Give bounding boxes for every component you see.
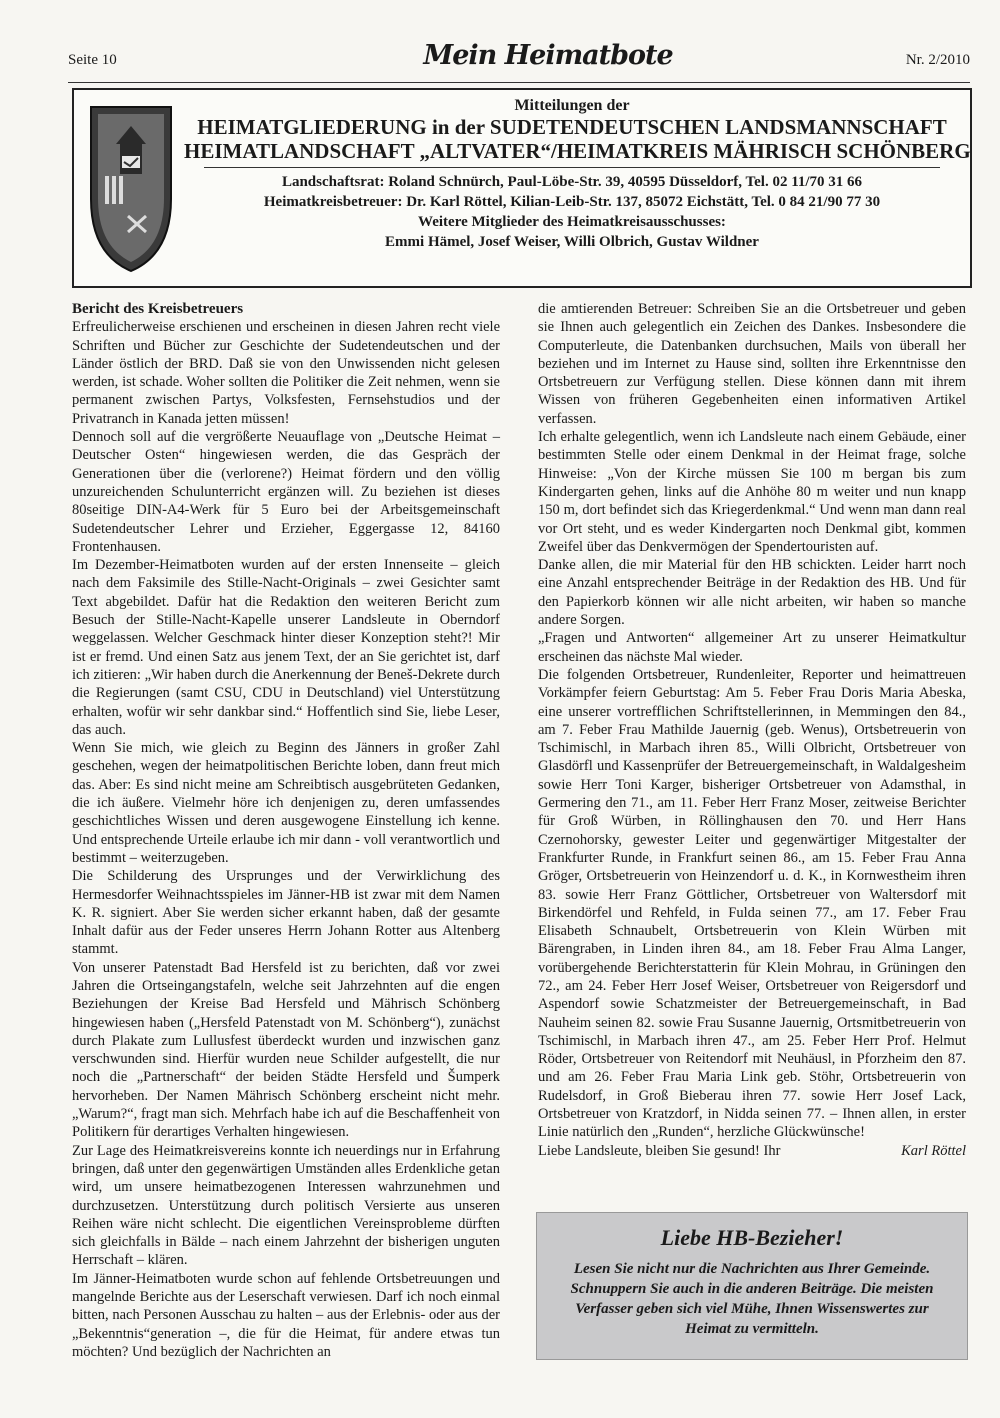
article-paragraph: Wenn Sie mich, wie gleich zu Beginn des Jänners in großer Zahl geschehen, wegen der heimatpolitischen Berichte loben, dann freut mich das. Aber: Es sind nicht meine am Schreibtisch ausgebrüteten Gedanken, die ich äußere. Vielmehr höre ich denjenigen zu, deren umfassendes geschichtliches Wissen und deren ausgewogene Einstellung ich kenne. Und entsprechende Urteile erlaube ich mir dann - voll verantwortlich und bestimmt – weiterzugeben. [72, 740, 500, 866]
page-header [68, 40, 970, 80]
article-paragraph: „Fragen und Antworten“ allgemeiner Art zu unserer Heimatkultur erscheinen das nächste Mal wieder. [538, 630, 966, 665]
notice-text: Lesen Sie nicht nur die Nachrichten aus Ihrer Gemeinde. Schnuppern Sie auch in die anderen Beiträge. Die meisten Verfasser geben sich viel Mühe, Ihnen Wissenswertes zur Heimat zu vermitteln. [570, 1261, 934, 1337]
notice-title: Liebe HB-Bezieher! [660, 1225, 844, 1250]
header-rule [68, 82, 970, 83]
article-paragraph: Ich erhalte gelegentlich, wenn ich Landsleute nach einem Gebäude, einer bestimmten Stelle oder einem Denkmal in der Heimat frage, solche Hinweise: „Von der Kirche müssen Sie 100 m bergan bis zum Kindergarten gehen, links auf die Anhöhe 80 m weiter und nun knapp 150 m, dort befindet sich das Kriegerdenkmal.“ Und wenn man dann real vor Ort steht, und es weder Kindergarten noch Denkmal gibt, kommen Zweifel über das Denkvermögen der Spendertouristen auf. [538, 429, 966, 555]
author-signature: Karl Röttel [901, 1142, 966, 1159]
article-paragraph: Im Jänner-Heimatboten wurde schon auf fehlende Ortsbetreuungen und mangelnde Berichte aus der Leserschaft verwiesen. Darf ich noch einmal bitten, nach Personen Ausschau zu halten – aus der Erlebnis- oder aus der „Bekenntnis“generation –, die für die Heimat, für andere etwas tun möchten? Und bezüglich der Nachrichten an [72, 1270, 500, 1360]
issue-number: Nr. 2/2010 [905, 52, 970, 68]
closing-line: Liebe Landsleute, bleiben Sie gesund! Ihr [538, 1142, 781, 1159]
article-paragraph: Zur Lage des Heimatkreisvereins konnte ich neuerdings nur in Erfahrung bringen, daß unter den gegenwärtigen Umständen alles Erdenkliche getan wird, um unsere heimatbezogenen Interessen wahrzunehmen und durchzusetzen. Unterstützung durch politisch Versierte aus unseren Reihen wäre nicht schlecht. Die eigentlichen Vereinsprobleme dürften sich gleichfalls in Bälde – nach einem Jahrzehnt der bisherigen unguten Herrschaft – klären. [72, 1142, 500, 1269]
article-paragraph: Die folgenden Ortsbetreuer, Rundenleiter, Reporter und heimattreuen Vorkämpfer feiern Geburtstag: Am 5. Feber Frau Doris Maria Abeska, eine unserer vortrefflichen Schriftstellerinnen, in Memmingen den 84., am 7. Feber Frau Mathilde Jauernig (geb. Wenus), Ortsbetreuerin von Tschimischl, in Marbach ihren 85., Willi Olbricht, Ortsbetreuer von Glasdörfl und Kassenprüfer der Betreuergemeinschaft, in Waldalgesheim sowie Herr Toni Karger, bisheriger Ortsbetreuer von Adamsthal, in Germering den 71., am 11. Feber Herr Franz Moser, zeitweise Berichter für Groß Würben, in Röllinghausen den 70. und Herr Hans Czernohorsky, gewester Leiter und gegenwärtiger Mitgestalter der Frankfurter Runde, in Frankfurt seinen 86., am 15. Feber Frau Anna Gröger, Ortsbetreuerin von Heinzendorf u. d. K., in Kornwestheim ihren 83. sowie Herr Franz Göttlicher, Ortsbetreuer von Waltersdorf mit Birkendörfel und Rehfeld, in Fulda seinen 77., am 17. Feber Frau Elisabeth Schnaubelt, Ortsbetreuerin von Klein Würben mit Bärengraben, in Linden ihren 84., am 18. Feber Frau Alma Langer, vorübergehende Berichterstatterin für Klein Mohrau, in Grüningen den 72., am 24. Feber Herr Josef Weiser, Ortsbetreuer von Reigersdorf und Aspendorf sowie Schatzmeister der Betreuergemeinschaft, in Bad Nauheim seinen 82. sowie Frau Susanne Jauernig, Ortsmitbetreuerin von Tschimischl, in Marbach ihren 47., am 25. Feber Herr Prof. Helmut Röder, Ortsbetreuer von Reitendorf mit Neuhäusl, in Pforzheim den 87. und am 26. Feber Frau Maria Link geb. Stöhr, Ortsbetreuerin von Rudelsdorf, in Groß Bieberau ihren 77. sowie Herr Josef Lack, Ortsbetreuer von Kratzdorf, in Nidda seinen 77. – Ihnen allen, in erster Linie natürlich den „Runden“, herzliche Glückwünsche! [538, 666, 966, 1141]
info-title: Mitteilungen der [514, 97, 630, 114]
info-org-line-1: HEIMATGLIEDERUNG in der SUDETENDEUTSCHEN LANDSMANNSCHAFT [197, 115, 947, 139]
article-signoff [538, 1142, 966, 1160]
article-paragraph: Die Schilderung des Ursprunges und der Verwirklichung des Hermesdorfer Weihnachtsspieles im Jänner-HB ist zwar mit dem Namen K. R. signiert. Aber Sie werden sicher erkannt haben, daß der gesamte Inhalt dafür aus der Feder unseres Herrn Johann Rotter aus Altenberg stammt. [72, 868, 500, 958]
article-paragraph: Von unserer Patenstadt Bad Hersfeld ist zu berichten, daß vor zwei Jahren die Ortseingangstafeln, welche seit Jahrzehnten auf die engen Beziehungen der Kreise Bad Hersfeld und Mährisch Schönberg hingewiesen haben („Hersfeld Patenstadt von M. Schönberg“), zunächst durch Plakate zum Lullusfest überdeckt wurden und inzwischen ganz verschwunden sind. Hierfür wurden neue Schilder aufgestellt, die nur noch die „Partnerschaft“ der beiden Städte Hersfeld und Šumperk hervorheben. Der Namen Mährisch Schönberg erscheint nicht mehr. „Warum?“, fragt man sich. Mehrfach habe ich auf die Beschaffenheit von Politikern für derartiges Verhalten hingewiesen. [72, 959, 500, 1141]
landschaftsrat-line: Landschaftsrat: Roland Schnürch, Paul-Löbe-Str. 39, 40595 Düsseldorf, Tel. 02 11/70 31 66 [281, 174, 863, 190]
info-org-line-2: HEIMATLANDSCHAFT „ALTVATER“/HEIMATKREIS MÄHRISCH SCHÖNBERG [184, 139, 971, 163]
mitglieder-names-line: Emmi Hämel, Josef Weiser, Willi Olbrich, Gustav Wildner [385, 234, 759, 250]
weitere-mitglieder-line: Weitere Mitglieder des Heimatkreisausschusses: [418, 214, 726, 230]
heimatkreisbetreuer-line: Heimatkreisbetreuer: Dr. Karl Röttel, Kilian-Leib-Str. 137, 85072 Eichstätt, Tel. 0 84 21/90 77 30 [263, 194, 881, 210]
info-box [72, 88, 972, 288]
article-heading: Bericht des Kreisbetreuers [72, 301, 244, 317]
article-column-right [538, 300, 966, 1160]
article-paragraph: Im Dezember-Heimatboten wurden auf der ersten Innenseite – gleich nach dem Faksimile des Stille-Nacht-Originals – zwei Gesichter samt Text abgebildet. Dafür hat die Redaktion den weiteren Bericht zum Besuch der Stille-Nacht-Kapelle unserer Landsleute in Oberndorf weggelassen. Welcher Geschmack hinter dieser Konzeption steht?! Mir ist er fremd. Und einen Satz aus jenem Text, der an Sie gerichtet ist, darf ich zitieren: „Wir haben durch die Anerkennung der Beneš-Dekrete durch die Regierungen (samt CSU, CDU in Deutschland) viel Unterstützung erhalten, wofür wir sehr dankbar sind.“ Hoffentlich sind Sie, liebe Leser, das auch. [72, 557, 500, 738]
notice-box [536, 1212, 968, 1360]
page-number: Seite 10 [68, 52, 117, 68]
article-paragraph: Erfreulicherweise erschienen und erscheinen in diesen Jahren recht viele Schriften und Bücher zur Geschichte der Sudetendeutschen und der Länder östlich der BRD. Daß sie von den Unwissenden nicht gelesen werden, ist schade. Woher sollten die Politiker die Zeit nehmen, wenn sie permanent zwischen Partys, Volksfesten, Fernsehstudios und der Privatranch in Kanada jetten müssen! [72, 319, 500, 427]
article-columns [72, 300, 966, 1370]
article-paragraph: Dennoch soll auf die vergrößerte Neuauflage von „Deutsche Heimat – Deutscher Osten“ hingewiesen werden, die das Gespräch der Generationen über die (verlorene?) Heimat fördern und den völlig unzureichenden Schulunterricht ergänzen will. Zu beziehen ist dieses 80seitige DIN-A4-Werk für 5 Euro bei der Arbeitsgemeinschaft Sudetendeutscher Lehrer und Erzieher, Eggergasse 12, 84160 Frontenhausen. [72, 429, 500, 555]
article-paragraph: Danke allen, die mir Material für den HB schickten. Leider harrt noch eine Anzahl entsprechender Beiträge in der Redaktion des HB. Und für den Papierkorb können wir alle nicht arbeiten, wir haben so manche andere Sorgen. [538, 557, 966, 629]
info-rule [204, 167, 940, 168]
article-column-left [72, 300, 500, 1361]
article-paragraph: die amtierenden Betreuer: Schreiben Sie an die Ortsbetreuer und geben sie Ihnen auch gelegentlich ein Zeichen des Dankes. Insbesondere die Computerleute, die Datenbanken durchsuchen, Mails von überall her beziehen und im Internet zu Hause sind, sollten ihre Erkenntnisse den Ortsbetreuern zur Verfügung stellen. Diese können dann mit ihrem Wissen von früheren Gegebenheiten einen informativen Artikel verfassen. [538, 301, 966, 427]
masthead-logo: Mein Heimatbote [423, 40, 673, 71]
info-content [184, 96, 971, 252]
coat-of-arms-icon [88, 104, 174, 274]
